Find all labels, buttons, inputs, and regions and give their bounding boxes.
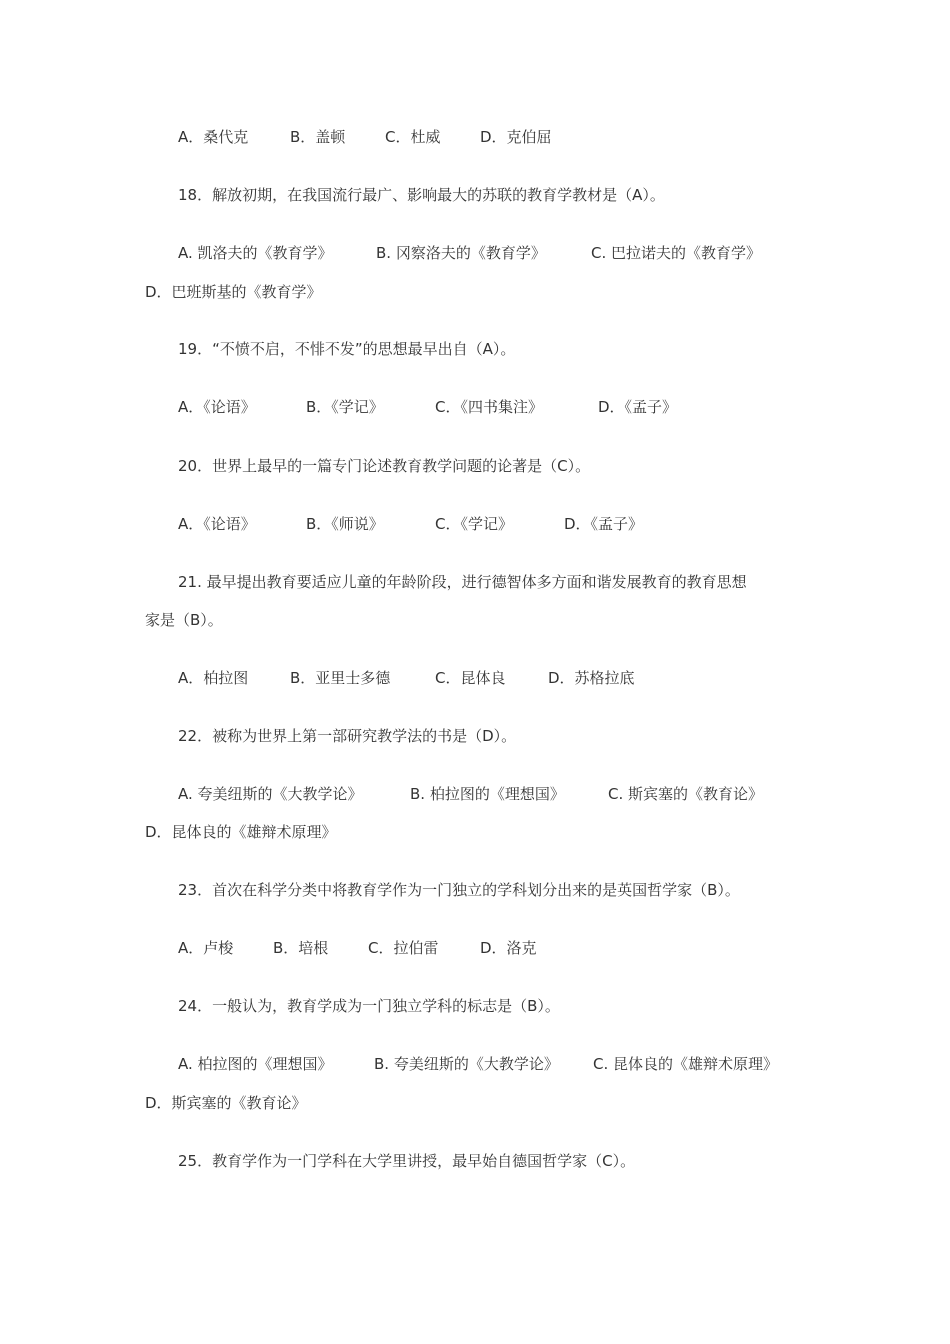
options-row bbox=[178, 1055, 779, 1073]
option-b: B．盖顿 bbox=[290, 128, 346, 146]
option-b: B．培根 bbox=[273, 939, 329, 957]
option-a: A．桑代克 bbox=[178, 128, 249, 146]
option-d: D．《孟子》 bbox=[564, 515, 644, 533]
question-22: 22．被称为世界上第一部研究教学法的书是（D）。 bbox=[178, 727, 517, 745]
options-row bbox=[178, 515, 644, 533]
options-row bbox=[178, 244, 762, 262]
option-c: C. 巴拉诺夫的《教育学》 bbox=[591, 244, 762, 262]
question-20: 20．世界上最早的一篇专门论述教育教学问题的论著是（C）。 bbox=[178, 457, 591, 475]
options-row bbox=[178, 128, 552, 146]
option-c: C．《四书集注》 bbox=[435, 398, 543, 416]
question-21: 21. 最早提出教育要适应儿童的年龄阶段，进行德智体多方面和谐发展教育的教育思想 bbox=[178, 573, 747, 591]
option-a: A. 凯洛夫的《教育学》 bbox=[178, 244, 333, 262]
question-25: 25．教育学作为一门学科在大学里讲授，最早始自德国哲学家（C）。 bbox=[178, 1152, 636, 1170]
options-row bbox=[178, 939, 537, 957]
option-a: A．《论语》 bbox=[178, 398, 256, 416]
option-d: D．克伯屈 bbox=[480, 128, 552, 146]
option-b: B．《师说》 bbox=[306, 515, 384, 533]
option-c: C. 斯宾塞的《教育论》 bbox=[608, 785, 764, 803]
option-c: C．杜威 bbox=[385, 128, 441, 146]
option-b: B. 夸美纽斯的《大教学论》 bbox=[374, 1055, 559, 1073]
option-d: D．《孟子》 bbox=[598, 398, 678, 416]
option-a: A．《论语》 bbox=[178, 515, 256, 533]
option-c: C．拉伯雷 bbox=[368, 939, 439, 957]
question-18: 18．解放初期，在我国流行最广、影响最大的苏联的教育学教材是（A）。 bbox=[178, 186, 665, 204]
option-c: C．《学记》 bbox=[435, 515, 513, 533]
option-b: B. 冈察洛夫的《教育学》 bbox=[376, 244, 546, 262]
option-d: D．洛克 bbox=[480, 939, 537, 957]
question-19: 19．“不愤不启，不悱不发”的思想最早出自（A）。 bbox=[178, 340, 516, 358]
option-a: A．柏拉图 bbox=[178, 669, 249, 687]
option-d: D．苏格拉底 bbox=[548, 669, 635, 687]
option-b: B. 柏拉图的《理想国》 bbox=[410, 785, 565, 803]
option-c: C. 昆体良的《雄辩术原理》 bbox=[593, 1055, 779, 1073]
question-24: 24．一般认为，教育学成为一门独立学科的标志是（B）。 bbox=[178, 997, 560, 1015]
option-d: D．斯宾塞的《教育论》 bbox=[145, 1094, 307, 1112]
option-a: A. 夸美纽斯的《大教学论》 bbox=[178, 785, 363, 803]
options-row bbox=[178, 398, 678, 416]
option-b: B．亚里士多德 bbox=[290, 669, 391, 687]
option-c: C．昆体良 bbox=[435, 669, 506, 687]
option-a: A. 柏拉图的《理想国》 bbox=[178, 1055, 333, 1073]
question-21-continuation: 家是（B）。 bbox=[145, 611, 223, 629]
option-b: B．《学记》 bbox=[306, 398, 384, 416]
option-d: D．巴班斯基的《教育学》 bbox=[145, 283, 322, 301]
options-row bbox=[178, 785, 764, 803]
options-row bbox=[178, 669, 635, 687]
option-d: D．昆体良的《雄辩术原理》 bbox=[145, 823, 337, 841]
option-a: A．卢梭 bbox=[178, 939, 234, 957]
question-23: 23．首次在科学分类中将教育学作为一门独立的学科划分出来的是英国哲学家（B）。 bbox=[178, 881, 740, 899]
